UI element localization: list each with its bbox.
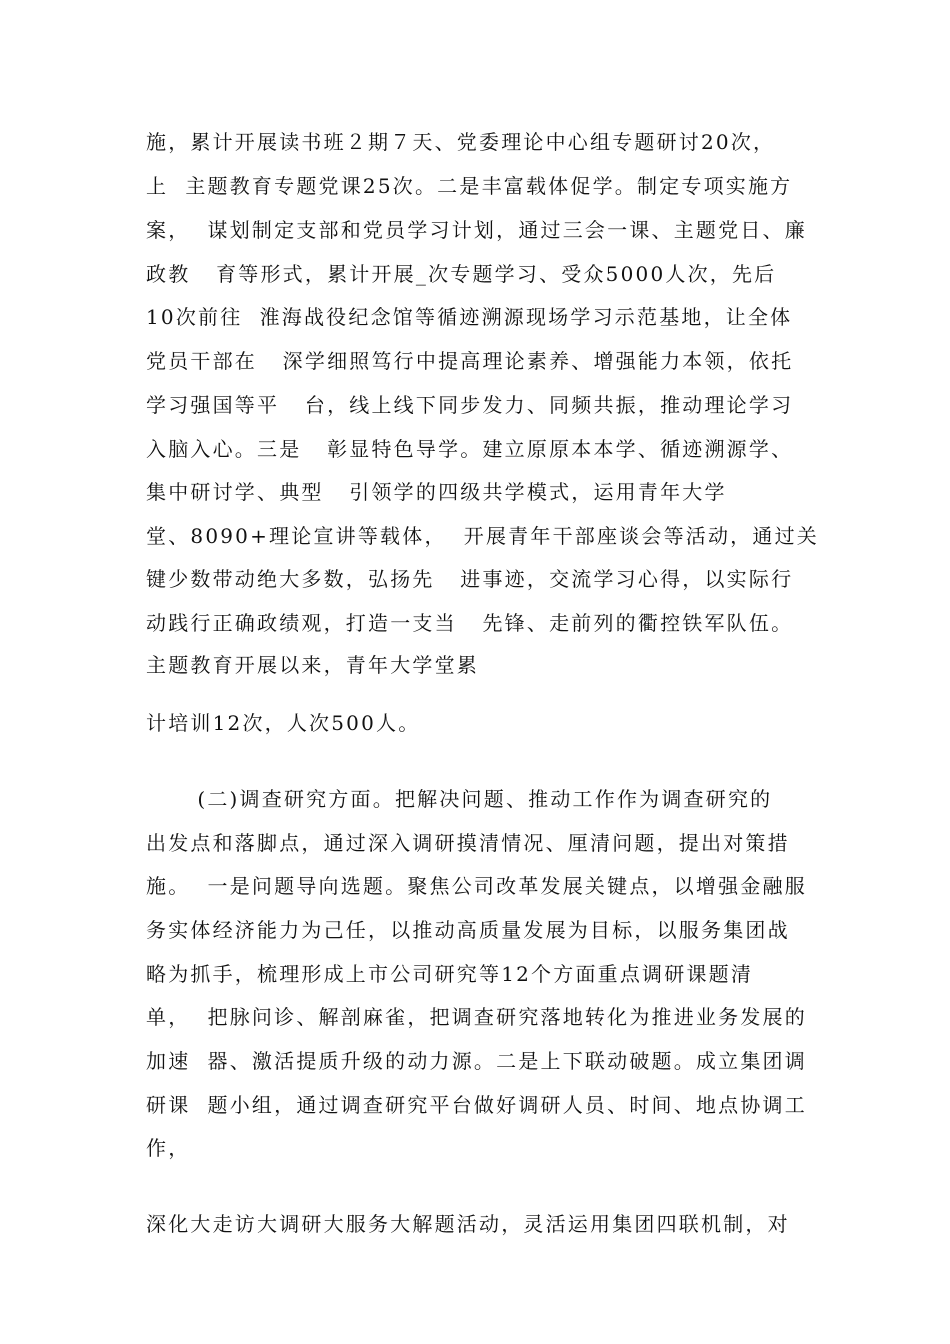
text-line: 施，累计开展读书班２期７天、党委理论中心组专题研讨20次，	[146, 130, 776, 154]
text-line: 党员干部在 深学细照笃行中提高理论素养、增强能力本领，依托	[146, 349, 794, 373]
text-line: 键少数带动绝大多数，弘扬先 进事迹，交流学习心得，以实际行	[146, 567, 794, 591]
text-line: 略为抓手，梳理形成上市公司研究等12个方面重点调研课题清	[146, 962, 754, 986]
text-line: 施。 一是问题导向选题。聚焦公司改革发展关键点，以增强金融服	[146, 874, 807, 898]
text-line: 计培训12次，人次500人。	[146, 711, 421, 735]
text-line: 学习强国等平 台，线上线下同步发力、同频共振，推动理论学习	[146, 393, 794, 417]
text-line: 案， 谋划制定支部和党员学习计划，通过三会一课、主题党日、廉	[146, 218, 807, 242]
text-line: 加速 器、激活提质升级的动力源。二是上下联动破题。成立集团调	[146, 1049, 807, 1073]
text-line: 研课 题小组，通过调查研究平台做好调研人员、时间、地点协调工	[146, 1093, 807, 1117]
text-line: 上 主题教育专题党课25次。二是丰富载体促学。制定专项实施方	[146, 174, 793, 198]
text-line: 务实体经济能力为己任，以推动高质量发展为目标，以服务集团战	[146, 918, 790, 942]
text-line: 深化大走访大调研大服务大解题活动，灵活运用集团四联机制，对	[146, 1212, 790, 1236]
text-line: 入脑入心。三是 彰显特色导学。建立原原本本学、循迹溯源学、	[146, 437, 794, 461]
text-line: 作，	[146, 1136, 191, 1160]
text-line: 单， 把脉问诊、解剖麻雀，把调查研究落地转化为推进业务发展的	[146, 1005, 807, 1029]
text-line: 出发点和落脚点，通过深入调研摸清情况、厘清问题，提出对策措	[146, 831, 790, 855]
text-line: 集中研讨学、典型 引领学的四级共学模式，运用青年大学	[146, 480, 727, 504]
text-line: 动践行正确政绩观，打造一支当 先锋、走前列的衢控铁军队伍。	[146, 611, 794, 635]
text-line: 政教 育等形式，累计开展_次专题学习、受众5000人次，先后	[146, 262, 777, 286]
text-line: (二)调查研究方面。把解决问题、推动工作作为调查研究的	[146, 787, 773, 811]
text-line: 10次前往 淮海战役纪念馆等循迹溯源现场学习示范基地，让全体	[146, 305, 793, 329]
text-line: 主题教育开展以来，青年大学堂累	[146, 653, 479, 677]
text-line: 堂、8090+理论宣讲等载体， 开展青年干部座谈会等活动，通过关	[146, 524, 819, 548]
